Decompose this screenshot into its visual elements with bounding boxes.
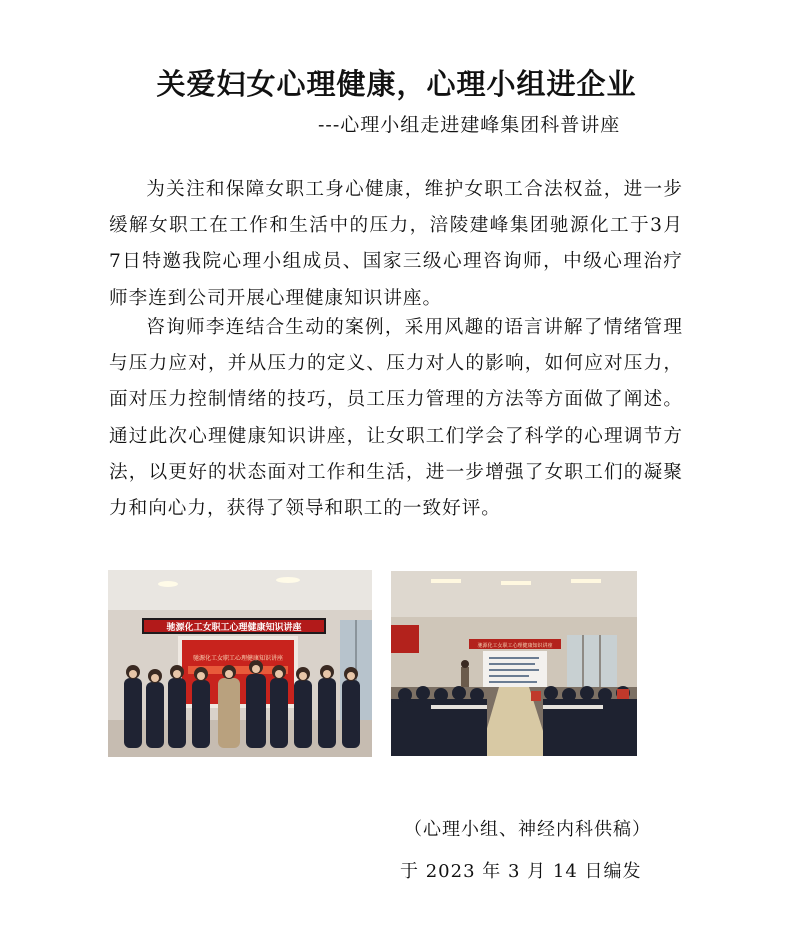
group-photo-screen-text: 驰源化工女职工心理健康知识讲座 (192, 655, 284, 662)
paragraph-body: 咨询师李连结合生动的案例，采用风趣的语言讲解了情绪管理与压力应对，并从压力的定义、压力对人的影响，如何应对压力，面对压力控制情绪的技巧，员工压力管理的方法等方面做了阐述。通过此次心理健康知识讲座，让女职工们学会了科学的心理调节方法，以更好的状态面对工作和生活，进一步增强了女职工们的凝聚力和向心力，获得了领导和职工的一致好评。 (109, 317, 683, 520)
lecture-photo (391, 571, 637, 756)
publish-date: 于 2023 年 3 月 14 日编发 (400, 861, 642, 882)
lecture-photo-illustration (391, 571, 637, 756)
group-photo-illustration (108, 570, 372, 757)
group-photo-banner-text: 驰源化工女职工心理健康知识讲座 (166, 623, 302, 633)
lecture-photo-banner-text: 驰源化工女职工心理健康知识讲座 (477, 643, 553, 649)
group-photo (108, 570, 372, 757)
article-subtitle: ---心理小组走进建峰集团科普讲座 (318, 114, 621, 136)
paragraph-intro: 为关注和保障女职工身心健康，维护女职工合法权益，进一步缓解女职工在工作和生活中的压力，涪陵建峰集团驰源化工于3月7日特邀我院心理小组成员、国家三级心理咨询师，中级心理治疗师李连到公司开展心理健康知识讲座。 (109, 179, 683, 309)
article-title: 关爱妇女心理健康，心理小组进企业 (156, 67, 637, 101)
contributor-note: （心理小组、神经内科供稿） (404, 819, 651, 840)
